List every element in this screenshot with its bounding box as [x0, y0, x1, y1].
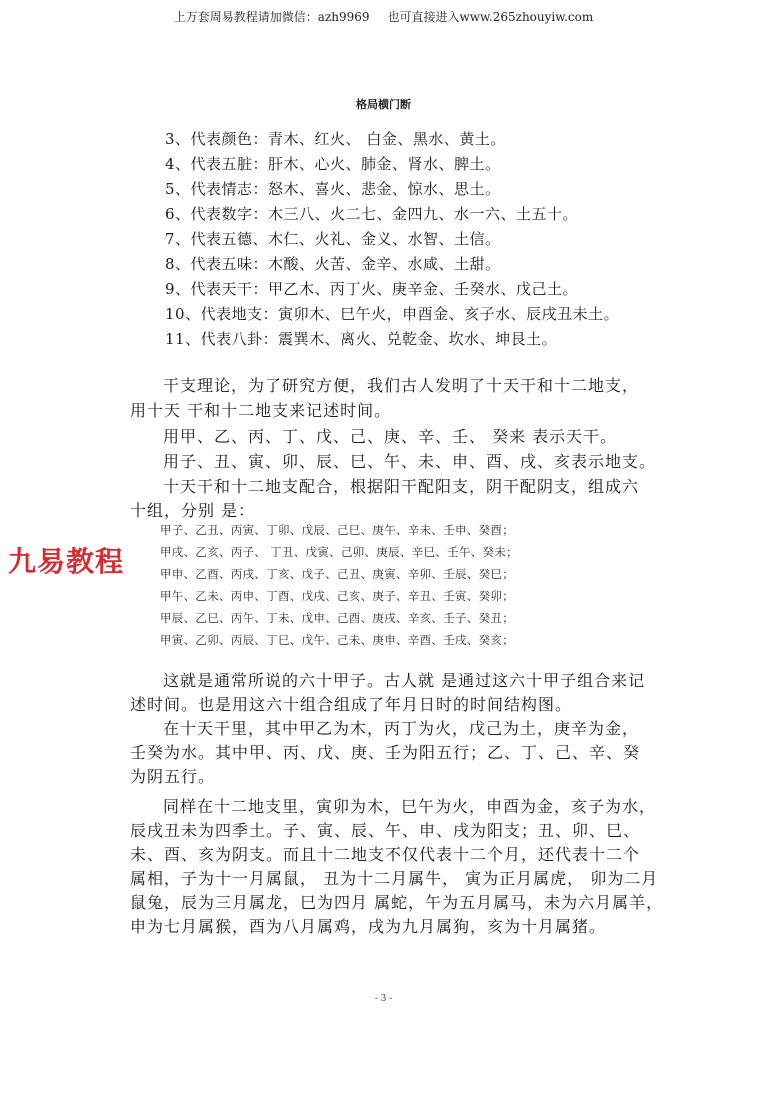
paragraph-branches-line2: 辰戌丑未为四季土。子、寅、辰、午、申、戌为阳支；丑、卯、巳、 — [130, 821, 641, 840]
page-number: - 3 - — [374, 994, 393, 1004]
paragraph-sixty-jiazi-line1: 这就是通常所说的六十甲子。古人就 是通过这六十甲子组合来记 — [163, 671, 646, 690]
list-item-tastes: 8、代表五味：木酸、火苦、金辛、水咸、土甜。 — [165, 255, 501, 273]
header-note-wechat: 上万套周易教程请加微信：azh9969 — [173, 10, 370, 24]
list-item-numbers: 6、代表数字：木三八、火二七、金四九、水一六、土五十。 — [165, 205, 579, 223]
header-note — [0, 8, 767, 25]
ganzhi-row: 甲寅、乙卯、丙辰、丁巳、戊午、己未、庚申、辛酉、壬戌、癸亥； — [160, 633, 514, 647]
paragraph-branches-line5: 鼠兔，辰为三月属龙，巳为四月 属蛇，午为五月属马，未为六月属羊， — [130, 893, 664, 912]
paragraph-ganzhi-intro-line1: 干支理论，为了研究方便，我们古人发明了十天干和十二地支， — [163, 376, 640, 395]
ganzhi-row: 甲戌、乙亥、丙子、 丁丑、戊寅、己卯、庚辰、辛巳、壬午、癸未； — [160, 545, 518, 559]
paragraph-stems-elements-line3: 为阴五行。 — [130, 767, 216, 786]
header-note-website: 也可直接进入www.265zhouyiw.com — [387, 10, 594, 24]
ganzhi-row: 甲午、乙未、丙申、丁酉、戊戌、己亥、庚子、辛丑、壬寅、癸卯； — [160, 589, 514, 603]
paragraph-sixty-jiazi-line2: 述时间。也是用这六十组合组成了年月日时的时间结构图。 — [130, 695, 573, 714]
paragraph-stems-elements-line1: 在十天干里，其中甲乙为木，丙丁为火，戊己为土，庚辛为金， — [163, 719, 640, 738]
paragraph-heavenly-stems: 用甲、乙、丙、丁、戊、己、庚、辛、壬、 癸来 表示天干。 — [163, 427, 618, 446]
ganzhi-row: 甲申、乙酉、丙戌、丁亥、戊子、己丑、庚寅、辛卯、壬辰、癸巳； — [160, 567, 514, 581]
watermark-logo: 九易教程 — [8, 545, 125, 578]
paragraph-stems-elements-line2: 壬癸为水。其中甲、丙、戊、庚、壬为阳五行；乙、丁、己、辛、癸 — [130, 743, 641, 762]
paragraph-branches-line1: 同样在十二地支里，寅卯为木，巳午为火，申酉为金，亥子为水， — [163, 797, 657, 816]
paragraph-branches-line3: 未、酉、亥为阴支。而且十二地支不仅代表十二个月，还代表十二个 — [130, 845, 641, 864]
paragraph-sixty-combos-line1: 十天干和十二地支配合，根据阳干配阳支，阴干配阴支，组成六 — [163, 477, 640, 496]
page-title: 格局横门断 — [356, 98, 411, 111]
list-item-emotions: 5、代表情志：怒木、喜火、悲金、惊水、思土。 — [165, 180, 501, 198]
list-item-virtues: 7、代表五德、木仁、火礼、金义、水智、土信。 — [165, 230, 501, 248]
paragraph-branches-line4: 属相，子为十一月属鼠， 丑为十二月属牛， 寅为正月属虎， 卯为二月 — [130, 869, 659, 888]
paragraph-earthly-branches: 用子、丑、寅、卯、辰、巳、午、未、申、酉、戌、亥表示地支。 — [163, 452, 657, 471]
paragraph-branches-line6: 申为七月属猴，酉为八月属鸡，戌为九月属狗，亥为十月属猪。 — [130, 917, 607, 936]
paragraph-sixty-combos-line2: 十组，分别 是： — [130, 501, 256, 520]
list-item-colors: 3、代表颜色：青木、红火、 白金、黑水、黄土。 — [165, 130, 506, 148]
ganzhi-row: 甲辰、乙巳、丙午、丁未、戊申、己酉、庚戌、辛亥、壬子、癸丑； — [160, 611, 514, 625]
list-item-trigrams: 11、代表八卦：震巽木、离火、兑乾金、坎水、坤艮土。 — [165, 330, 558, 348]
paragraph-ganzhi-intro-line2: 用十天 干和十二地支来记述时间。 — [130, 401, 392, 420]
list-item-organs: 4、代表五脏：肝木、心火、肺金、肾水、脾土。 — [165, 155, 501, 173]
list-item-branches: 10、代表地支：寅卯木、巳午火，申酉金、亥子水、辰戌丑未土。 — [165, 305, 620, 323]
list-item-stems: 9、代表天干：甲乙木、丙丁火、庚辛金、壬癸水、戊己土。 — [165, 280, 579, 298]
ganzhi-row: 甲子、乙丑、丙寅、丁卯、戊辰、己巳、庚午、辛未、壬申、癸酉； — [160, 523, 514, 537]
